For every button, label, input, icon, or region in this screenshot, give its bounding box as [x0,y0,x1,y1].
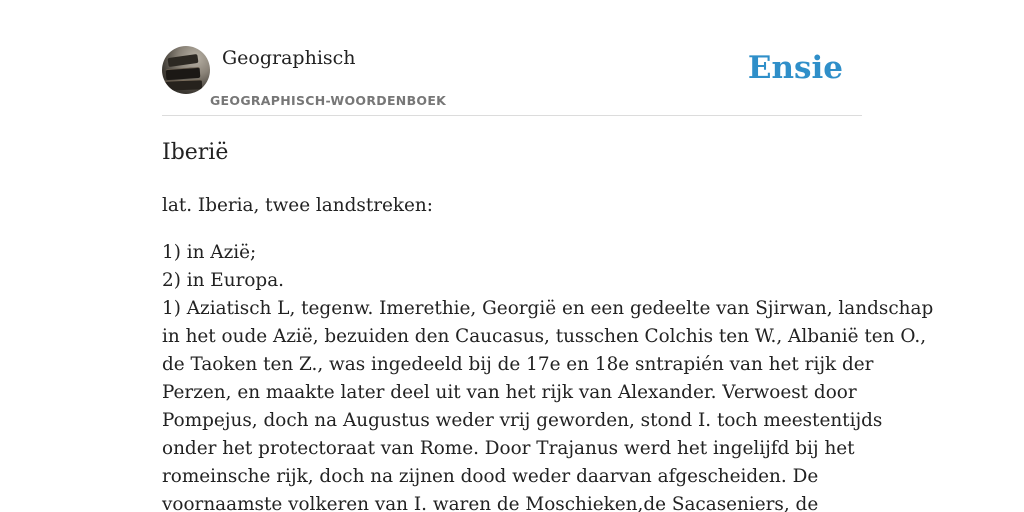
text-line: 2) in Europa. [162,270,285,291]
entry-title: Iberië [162,140,229,165]
dictionary-name-link[interactable]: Geographisch [222,47,356,69]
dictionary-slug-link[interactable]: GEOGRAPHISCH-WOORDENBOEK [210,93,447,108]
text-line: in het oude Azië, bezuiden den Caucasus, tusschen Colchis ten W., Albanië ten O., [162,326,927,347]
text-line: de Taoken ten Z., was ingedeeld bij de 17e en 18e sntrapién van het rijk der [162,354,874,375]
entry-text [162,239,934,512]
text-line: voornaamste volkeren van I. waren de Moschieken,de Sacaseniers, de [162,494,819,512]
book-image-part [168,54,199,67]
text-line: Pompejus, doch na Augustus weder vrij geworden, stond I. toch meestentijds [162,410,883,431]
text-line: onder het protectoraat van Rome. Door Trajanus werd het ingelijfd bij het [162,438,855,459]
entry-intro: lat. Iberia, twee landstreken: [162,195,433,216]
book-image-part [166,67,201,80]
text-line: 1) in Azië; [162,242,257,263]
text-line: 1) Aziatisch L, tegenw. Imerethie, Georgië en een gedeelte van Sjirwan, landschap [162,298,934,319]
text-line: Perzen, en maakte later deel uit van het rijk van Alexander. Verwoest door [162,382,857,403]
dictionary-avatar[interactable] [162,46,210,94]
site-header [162,46,862,116]
ensie-logo[interactable]: Ensie [747,50,843,86]
book-image-part [164,79,202,90]
entry-body [162,192,934,512]
text-line: romeinsche rijk, doch na zijnen dood weder daarvan afgescheiden. De [162,466,819,487]
